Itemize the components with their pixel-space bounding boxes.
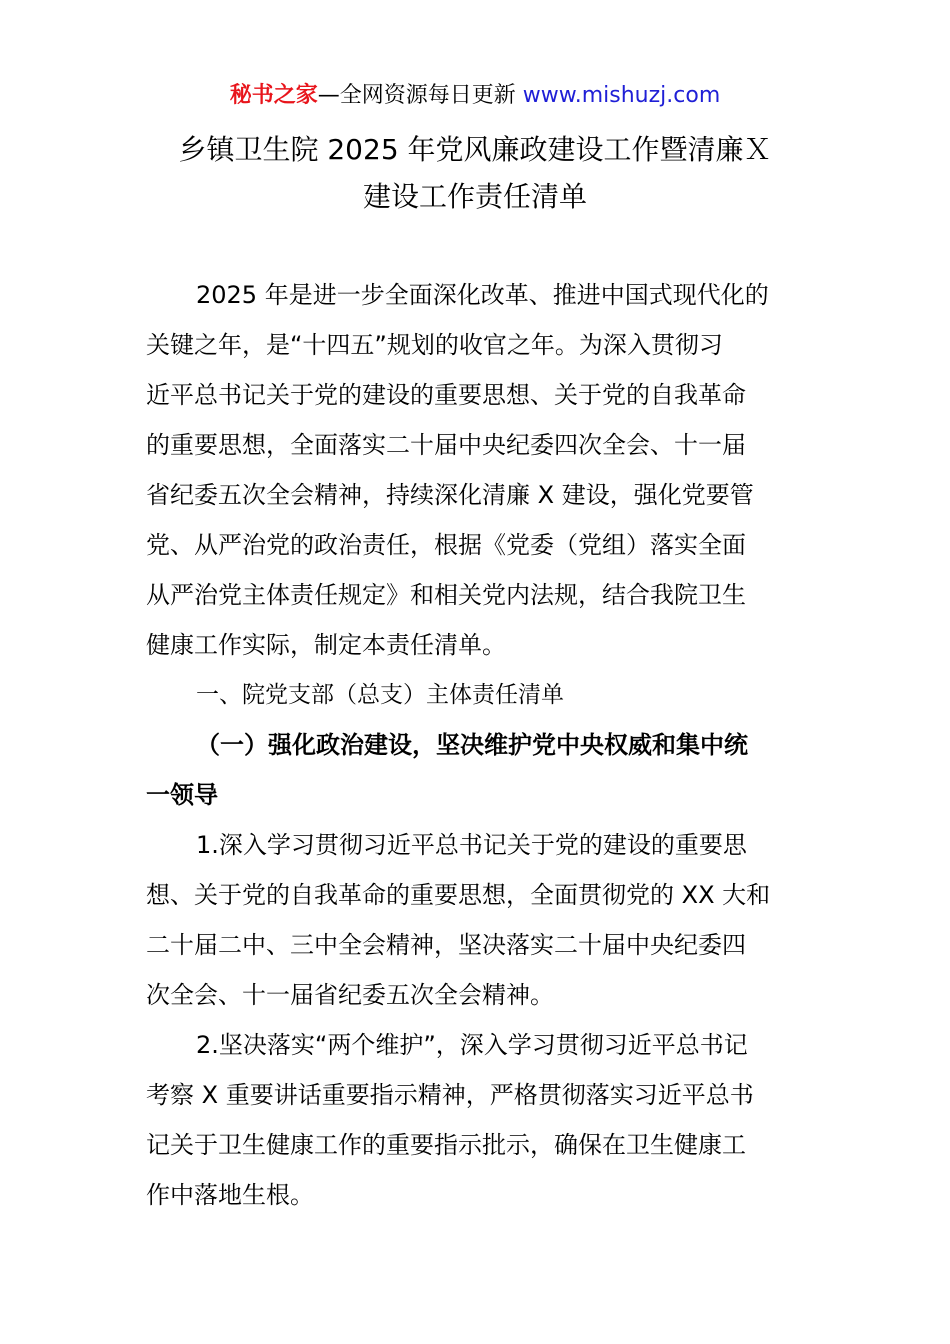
item-2-line: 考察 X 重要讲话重要指示精神，严格贯彻落实习近平总书 xyxy=(146,1081,754,1109)
subsection-heading-line-2: 一领导 xyxy=(146,781,218,809)
intro-line: 2025 年是进一步全面深化改革、推进中国式现代化的 xyxy=(196,281,769,309)
header-tagline: —全网资源每日更新 xyxy=(317,83,523,108)
item-1-line: 次全会、十一届省纪委五次全会精神。 xyxy=(146,981,554,1009)
site-url-link[interactable]: www.mishuzj.com xyxy=(522,83,721,108)
intro-line: 健康工作实际，制定本责任清单。 xyxy=(146,631,506,659)
item-2-line: 2.坚决落实“两个维护”，深入学习贯彻习近平总书记 xyxy=(196,1031,748,1059)
item-1-line: 1.深入学习贯彻习近平总书记关于党的建设的重要思 xyxy=(196,831,747,859)
title-line-1: 乡镇卫生院 2025 年党风廉政建设工作暨清廉Ｘ xyxy=(178,133,772,166)
intro-line: 近平总书记关于党的建设的重要思想、关于党的自我革命 xyxy=(146,381,746,409)
subsection-heading-line-1: （一）强化政治建设，坚决维护党中央权威和集中统 xyxy=(196,731,748,759)
item-2-line: 作中落地生根。 xyxy=(146,1181,314,1209)
intro-line: 的重要思想，全面落实二十届中央纪委四次全会、十一届 xyxy=(146,431,746,459)
brand-name: 秘书之家 xyxy=(229,83,318,108)
document-title xyxy=(120,126,830,220)
intro-line: 从严治党主体责任规定》和相关党内法规，结合我院卫生 xyxy=(146,581,746,609)
section-heading: 一、院党支部（总支）主体责任清单 xyxy=(196,682,564,708)
item-2-line: 记关于卫生健康工作的重要指示批示，确保在卫生健康工 xyxy=(146,1131,746,1159)
intro-line: 省纪委五次全会精神，持续深化清廉 X 建设，强化党要管 xyxy=(146,481,754,509)
item-1-line: 想、关于党的自我革命的重要思想，全面贯彻党的 XX 大和 xyxy=(146,881,771,909)
title-line-2: 建设工作责任清单 xyxy=(362,180,587,213)
intro-line: 关键之年，是“十四五”规划的收官之年。为深入贯彻习 xyxy=(146,331,723,359)
document-body xyxy=(146,270,808,1220)
intro-line: 党、从严治党的政治责任，根据《党委（党组）落实全面 xyxy=(146,531,746,559)
item-1-line: 二十届二中、三中全会精神，坚决落实二十届中央纪委四 xyxy=(146,931,746,959)
site-header xyxy=(0,80,950,112)
